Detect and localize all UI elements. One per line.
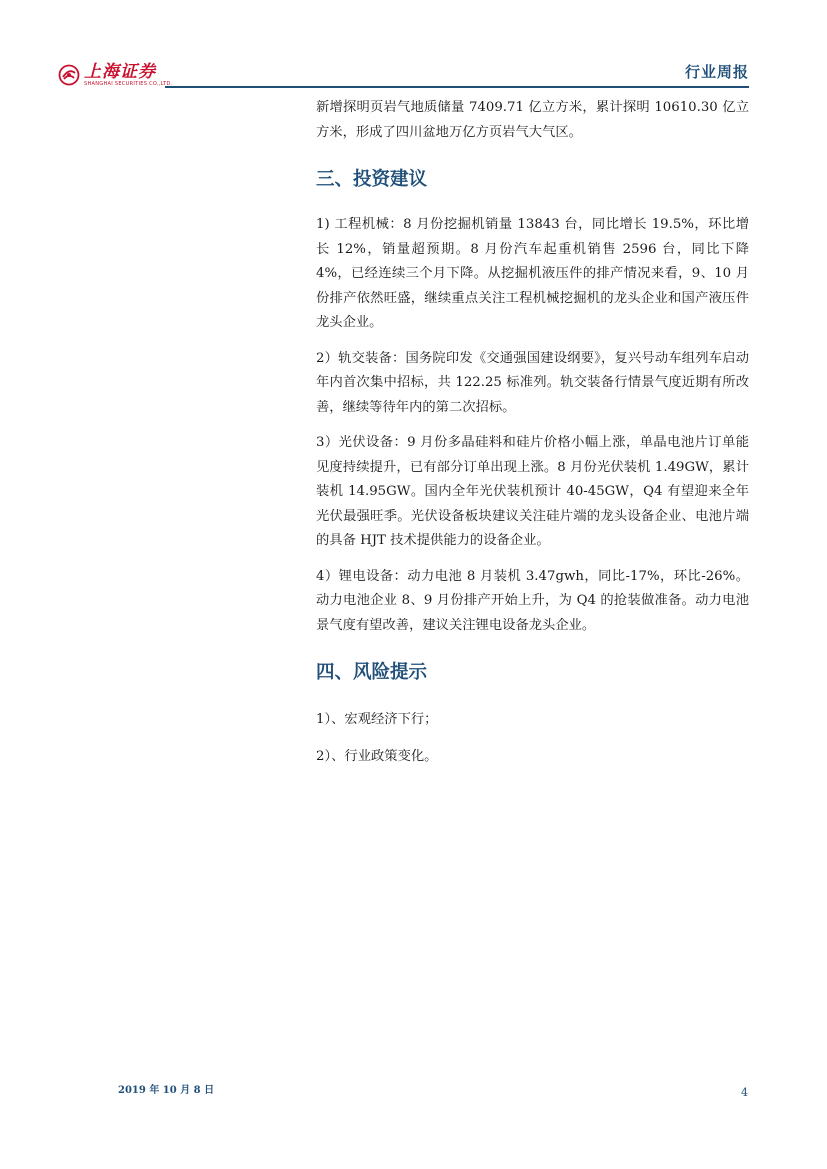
header-divider bbox=[165, 86, 749, 88]
main-content bbox=[316, 96, 749, 769]
recommendation-item-2: 2）轨交装备：国务院印发《交通强国建设纲要》，复兴号动车组列车启动年内首次集中招标，共 122.25 标准列。轨交装备行情景气度近期有所改善，继续等待年内的第二次招标。 bbox=[316, 350, 749, 415]
section-3-heading: 三、投资建议 bbox=[316, 169, 428, 190]
page-number: 4 bbox=[741, 1086, 748, 1099]
company-logo bbox=[58, 58, 173, 92]
recommendation-item-4: 4）锂电设备：动力电池 8 月装机 3.47gwh，同比-17%，环比-26%。动力电池企业 8、9 月份排产开始上升，为 Q4 的抢装做准备。动力电池景气度有望改善，建议关注锂电设备龙头企业。 bbox=[316, 568, 749, 633]
recommendation-item-3: 3）光伏设备：9 月份多晶硅料和硅片价格小幅上涨，单晶电池片订单能见度持续提升，已有部分订单出现上涨。8 月份光伏装机 1.49GW，累计装机 14.95GW。国内全年光伏装机预计 40-45GW，Q4 有望迎来全年光伏最强旺季。光伏设备板块建议关注硅片端的龙头设备企业、电池片端的具备 HJT 技术提供能力的设备企业。 bbox=[316, 435, 749, 548]
risk-item-1: 1）、宏观经济下行； bbox=[316, 712, 438, 727]
logo-subtitle: SHANGHAI SECURITIES CO.,LTD. bbox=[84, 80, 173, 87]
risk-item-2: 2）、行业政策变化。 bbox=[316, 748, 438, 764]
page-header bbox=[0, 0, 827, 95]
section-4-heading: 四、风险提示 bbox=[316, 662, 428, 683]
logo-name: 上海证券 bbox=[84, 61, 156, 82]
recommendation-item-1: 1) 工程机械：8 月份挖掘机销量 13843 台，同比增长 19.5%，环比增长 12%，销量超预期。8 月份汽车起重机销售 2596 台，同比下降 4%，已经连续三个月下降。从挖掘机液压件的排产情况来看，9、10 月份排产依然旺盛，继续重点关注工程机械挖掘机的龙头企业和国产液压件龙头企业。 bbox=[316, 217, 749, 330]
logo-emblem-icon bbox=[58, 64, 80, 86]
intro-paragraph: 新增探明页岩气地质储量 7409.71 亿立方米，累计探明 10610.30 亿立方米，形成了四川盆地万亿方页岩气大气区。 bbox=[316, 100, 749, 140]
report-date: 2019 年 10 月 8 日 bbox=[118, 1085, 215, 1096]
report-type-label: 行业周报 bbox=[684, 63, 749, 81]
